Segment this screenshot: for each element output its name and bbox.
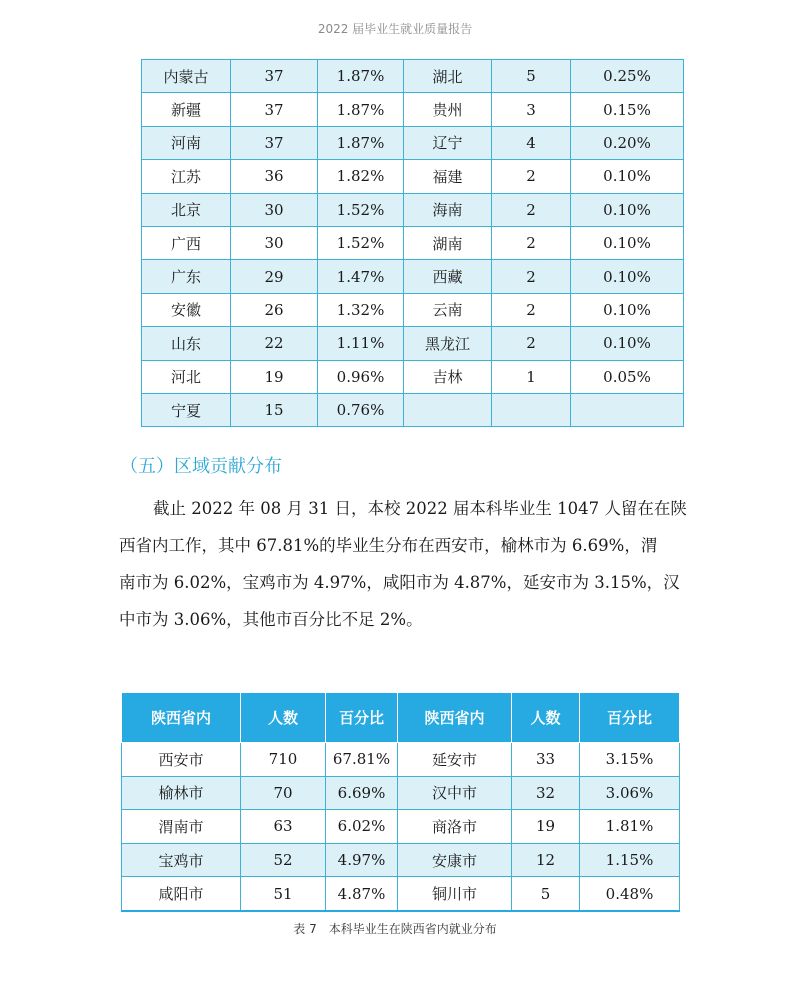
column-header: 人数 <box>241 693 326 743</box>
table-cell: 安康市 <box>398 843 512 877</box>
table-cell: 2 <box>492 160 571 193</box>
table-row <box>142 393 684 426</box>
table-cell: 37 <box>231 126 318 159</box>
table-cell: 1.15% <box>580 843 680 877</box>
table-cell: 37 <box>231 60 318 93</box>
table-cell: 江苏 <box>142 160 231 193</box>
table-cell: 延安市 <box>398 743 512 777</box>
table-row <box>142 193 684 226</box>
table-row <box>142 226 684 259</box>
table-cell: 36 <box>231 160 318 193</box>
table-cell: 67.81% <box>326 743 398 777</box>
table-row <box>142 160 684 193</box>
table-cell: 海南 <box>404 193 492 226</box>
table-cell: 3 <box>492 93 571 126</box>
table-cell: 30 <box>231 226 318 259</box>
column-header: 陕西省内 <box>122 693 241 743</box>
page-header: 2022 届毕业生就业质量报告 <box>317 22 473 36</box>
table-cell: 1.87% <box>318 126 404 159</box>
table-cell: 2 <box>492 293 571 326</box>
column-header: 百分比 <box>326 693 398 743</box>
body-paragraph <box>119 490 687 638</box>
paragraph-line: 中市为 3.06%，其他市百分比不足 2%。 <box>119 610 423 629</box>
table-row <box>142 60 684 93</box>
table-cell: 山东 <box>142 327 231 360</box>
table-cell: 贵州 <box>404 93 492 126</box>
paragraph-line: 西省内工作，其中 67.81%的毕业生分布在西安市，榆林市为 6.69%，渭 <box>119 536 658 555</box>
table-cell: 33 <box>512 743 580 777</box>
table-row <box>142 126 684 159</box>
table-cell: 1.52% <box>318 226 404 259</box>
table-cell: 26 <box>231 293 318 326</box>
table-row <box>142 293 684 326</box>
table-cell: 福建 <box>404 160 492 193</box>
table-cell: 安徽 <box>142 293 231 326</box>
table-cell: 52 <box>241 843 326 877</box>
table-cell: 1.32% <box>318 293 404 326</box>
table-cell: 1.87% <box>318 93 404 126</box>
table-cell: 0.10% <box>571 160 684 193</box>
table-cell: 宁夏 <box>142 393 231 426</box>
table-cell: 云南 <box>404 293 492 326</box>
table-caption: 表 7 本科毕业生在陕西省内就业分布 <box>293 922 497 936</box>
table-cell <box>571 393 684 426</box>
table-cell <box>492 393 571 426</box>
table-cell: 榆林市 <box>122 776 241 810</box>
table-cell: 32 <box>512 776 580 810</box>
table-cell: 0.10% <box>571 193 684 226</box>
table-cell: 6.69% <box>326 776 398 810</box>
table-cell: 63 <box>241 810 326 844</box>
paragraph-line: 南市为 6.02%，宝鸡市为 4.97%，咸阳市为 4.87%，延安市为 3.15%，汉 <box>119 573 680 592</box>
table-cell: 70 <box>241 776 326 810</box>
table-cell: 0.10% <box>571 327 684 360</box>
column-header: 百分比 <box>580 693 680 743</box>
table-cell: 河南 <box>142 126 231 159</box>
table-cell: 0.05% <box>571 360 684 393</box>
table-cell: 2 <box>492 226 571 259</box>
table-cell: 1.47% <box>318 260 404 293</box>
table-cell: 河北 <box>142 360 231 393</box>
table-cell: 29 <box>231 260 318 293</box>
table-header-row <box>122 693 680 743</box>
table-cell: 37 <box>231 93 318 126</box>
table-row <box>142 327 684 360</box>
table-cell: 0.76% <box>318 393 404 426</box>
table-cell: 湖北 <box>404 60 492 93</box>
table-cell: 广东 <box>142 260 231 293</box>
table-cell: 0.10% <box>571 260 684 293</box>
table-cell: 3.06% <box>580 776 680 810</box>
table-cell: 汉中市 <box>398 776 512 810</box>
table-cell: 0.25% <box>571 60 684 93</box>
table-row <box>122 877 680 911</box>
table-cell: 1.81% <box>580 810 680 844</box>
table-row <box>122 843 680 877</box>
table-cell: 湖南 <box>404 226 492 259</box>
table-cell: 6.02% <box>326 810 398 844</box>
table-cell <box>404 393 492 426</box>
table-cell: 1.11% <box>318 327 404 360</box>
table-cell: 内蒙古 <box>142 60 231 93</box>
table-row <box>122 743 680 777</box>
table-cell: 0.96% <box>318 360 404 393</box>
province-employment-table-continued <box>141 59 684 427</box>
table-cell: 西藏 <box>404 260 492 293</box>
table-cell: 4 <box>492 126 571 159</box>
table-cell: 商洛市 <box>398 810 512 844</box>
table-cell: 辽宁 <box>404 126 492 159</box>
paragraph-line: 截止 2022 年 08 月 31 日，本校 2022 届本科毕业生 1047 人留在在陕 <box>153 499 687 518</box>
table-cell: 0.10% <box>571 226 684 259</box>
table-cell: 12 <box>512 843 580 877</box>
column-header: 陕西省内 <box>398 693 512 743</box>
table-cell: 渭南市 <box>122 810 241 844</box>
table-cell: 30 <box>231 193 318 226</box>
section-heading: （五）区域贡献分布 <box>120 456 282 477</box>
table-cell: 15 <box>231 393 318 426</box>
table-cell: 0.10% <box>571 293 684 326</box>
table-cell: 黑龙江 <box>404 327 492 360</box>
table-cell: 1 <box>492 360 571 393</box>
table-cell: 22 <box>231 327 318 360</box>
table-cell: 西安市 <box>122 743 241 777</box>
table-cell: 北京 <box>142 193 231 226</box>
table-cell: 新疆 <box>142 93 231 126</box>
column-header: 人数 <box>512 693 580 743</box>
table-cell: 铜川市 <box>398 877 512 911</box>
table-cell: 19 <box>512 810 580 844</box>
table-cell: 2 <box>492 327 571 360</box>
table-cell: 2 <box>492 260 571 293</box>
table-cell: 0.20% <box>571 126 684 159</box>
table-cell: 4.87% <box>326 877 398 911</box>
table-cell: 5 <box>492 60 571 93</box>
table-cell: 0.15% <box>571 93 684 126</box>
table-cell: 0.48% <box>580 877 680 911</box>
table-cell: 4.97% <box>326 843 398 877</box>
table-cell: 3.15% <box>580 743 680 777</box>
table-cell: 1.82% <box>318 160 404 193</box>
table-cell: 1.52% <box>318 193 404 226</box>
table-cell: 51 <box>241 877 326 911</box>
table-cell: 19 <box>231 360 318 393</box>
table-cell: 广西 <box>142 226 231 259</box>
table-cell: 吉林 <box>404 360 492 393</box>
table-cell: 宝鸡市 <box>122 843 241 877</box>
table-row <box>122 810 680 844</box>
shaanxi-employment-table <box>121 692 680 912</box>
table-row <box>142 93 684 126</box>
table-row <box>142 360 684 393</box>
table-row <box>122 776 680 810</box>
table-cell: 2 <box>492 193 571 226</box>
table-cell: 1.87% <box>318 60 404 93</box>
table-row <box>142 260 684 293</box>
table-cell: 710 <box>241 743 326 777</box>
table-cell: 5 <box>512 877 580 911</box>
table-cell: 咸阳市 <box>122 877 241 911</box>
